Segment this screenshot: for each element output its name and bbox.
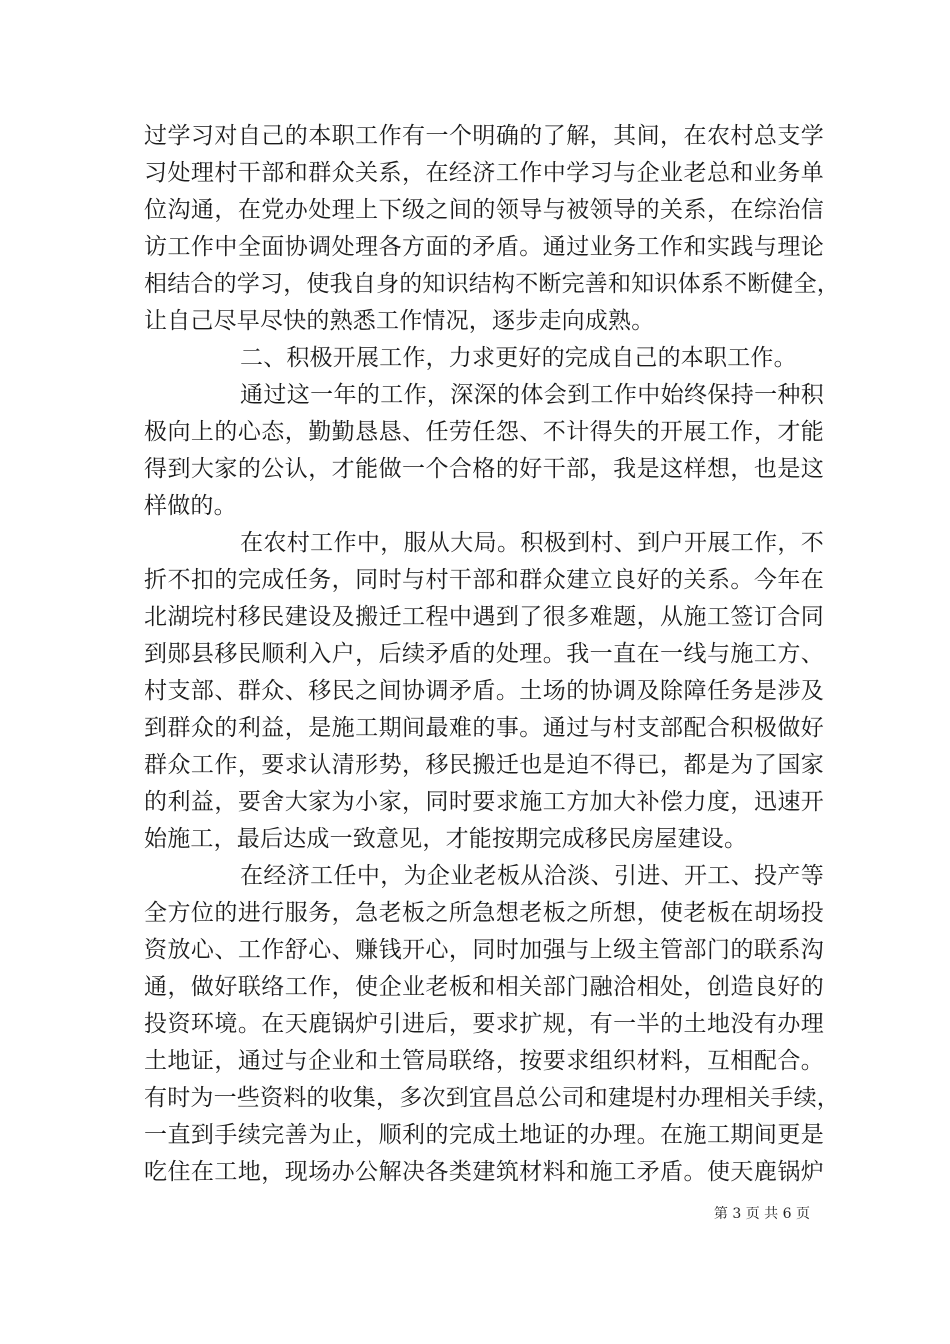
text-line: 相结合的学习，使我自身的知识结构不断完善和知识体系不断健全， [144,271,840,297]
text-line: 始施工，最后达成一致意见，才能按期完成移民房屋建设。 [144,826,748,852]
text-line: 在经济工任中，为企业老板从洽淡、引进、开工、投产等 [240,863,824,889]
text-line: 一直到手续完善为止，顺利的完成土地证的办理。在施工期间更是 [144,1122,824,1148]
text-line: 资放心、工作舒心、赚钱开心，同时加强与上级主管部门的联系沟 [144,937,824,963]
text-line: 村支部、群众、移民之间协调矛盾。土场的协调及除障任务是涉及 [144,678,824,704]
text-line: 让自己尽早尽快的熟悉工作情况，逐步走向成熟。 [144,308,655,334]
text-line: 极向上的心态，勤勤恳恳、任劳任怨、不计得失的开展工作，才能 [144,419,824,445]
text-line: 的利益，要舍大家为小家，同时要求施工方加大补偿力度，迅速开 [144,789,824,815]
page-number: 第 3 页 共 6 页 [713,1206,810,1222]
text-line: 北湖垸村移民建设及搬迁工程中遇到了很多难题，从施工签订合同 [144,604,824,630]
text-line: 样做的。 [144,493,237,519]
text-line: 通，做好联络工作，使企业老板和相关部门融洽相处，创造良好的 [144,974,824,1000]
text-line: 投资环境。在天鹿锅炉引进后，要求扩规，有一半的土地没有办理 [144,1011,824,1037]
text-line: 得到大家的公认，才能做一个合格的好干部，我是这样想，也是这 [144,456,824,482]
text-line: 有时为一些资料的收集，多次到宜昌总公司和建堤村办理相关手续， [144,1085,840,1111]
text-line: 在农村工作中，服从大局。积极到村、到户开展工作，不 [240,530,824,556]
text-line: 折不扣的完成任务，同时与村干部和群众建立良好的关系。今年在 [144,567,824,593]
text-line: 访工作中全面协调处理各方面的矛盾。通过业务工作和实践与理论 [144,234,824,260]
text-line: 全方位的进行服务，急老板之所急想老板之所想，使老板在胡场投 [144,900,824,926]
text-line: 土地证，通过与企业和土管局联络，按要求组织材料，互相配合。 [144,1048,824,1074]
text-line: 通过这一年的工作，深深的体会到工作中始终保持一种积 [240,382,824,408]
text-line: 到群众的利益，是施工期间最难的事。通过与村支部配合积极做好 [144,715,824,741]
text-line: 习处理村干部和群众关系，在经济工作中学习与企业老总和业务单 [144,160,824,186]
text-line: 吃住在工地，现场办公解决各类建筑材料和施工矛盾。使天鹿锅炉 [144,1159,824,1185]
text-line: 过学习对自己的本职工作有一个明确的了解，其间，在农村总支学 [144,123,824,149]
section-heading: 二、积极开展工作，力求更好的完成自己的本职工作。 [240,345,797,371]
text-line: 位沟通，在党办处理上下级之间的领导与被领导的关系，在综治信 [144,197,824,223]
text-line: 群众工作，要求认清形势，移民搬迁也是迫不得已，都是为了国家 [144,752,824,778]
text-line: 到郧县移民顺利入户，后续矛盾的处理。我一直在一线与施工方、 [144,641,824,667]
